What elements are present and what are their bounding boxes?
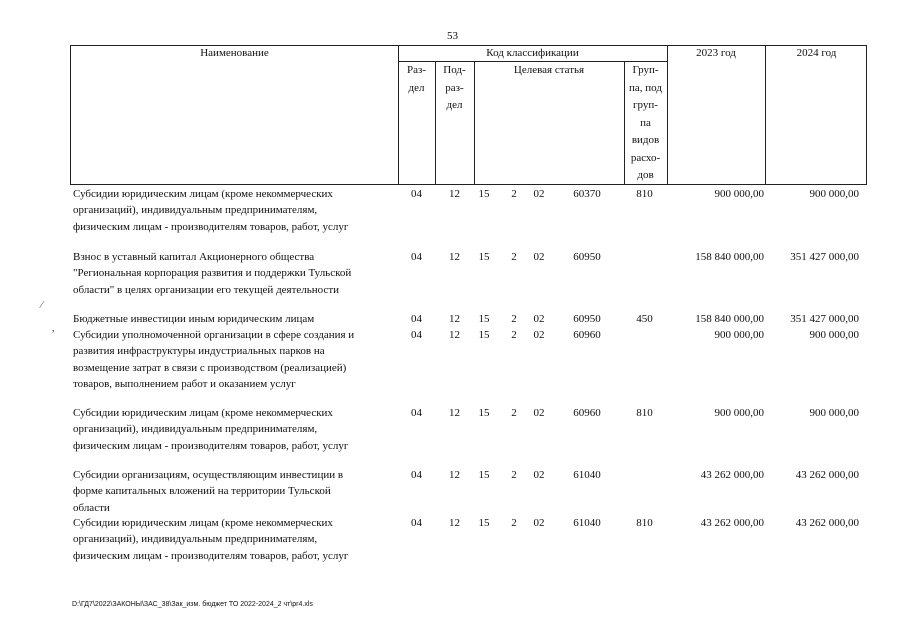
header-group-line: расхо- bbox=[630, 151, 661, 164]
row-target-program: 15 bbox=[478, 517, 490, 529]
row-subsection: 12 bbox=[449, 188, 460, 200]
row-name-line: области bbox=[73, 501, 110, 514]
row-amount-2024: 900 000,00 bbox=[809, 329, 859, 341]
row-name bbox=[73, 327, 398, 392]
row-amount-2023: 158 840 000,00 bbox=[695, 251, 764, 263]
row-amount-2023: 900 000,00 bbox=[714, 407, 764, 419]
header-group-line: па bbox=[640, 116, 651, 129]
header-year-2023: 2023 год bbox=[696, 47, 736, 59]
header-group-line: па, под bbox=[629, 81, 662, 94]
row-target-direction: 61040 bbox=[573, 517, 601, 529]
row-target-program: 15 bbox=[478, 469, 490, 481]
divider bbox=[667, 46, 668, 184]
row-target-subprogram: 2 bbox=[511, 469, 517, 481]
row-name-line: Бюджетные инвестиции иным юридическим лицам bbox=[73, 313, 315, 325]
row-name-line: развития инфраструктуры индустриальных парков на bbox=[73, 345, 325, 358]
header-subsection-line: раз- bbox=[445, 81, 464, 94]
row-name-line: товаров, выполнением работ и оказанием услуг bbox=[73, 377, 296, 390]
row-target-main-event: 02 bbox=[533, 313, 545, 325]
header-group-line: видов bbox=[631, 134, 660, 146]
row-name bbox=[73, 186, 398, 235]
row-amount-2023: 900 000,00 bbox=[714, 329, 764, 341]
row-name bbox=[73, 249, 398, 298]
row-section: 04 bbox=[411, 469, 422, 481]
row-section: 04 bbox=[411, 329, 422, 341]
row-name-line: физическим лицам - производителям товаров, работ, услуг bbox=[73, 549, 349, 562]
header-group-line: груп- bbox=[633, 99, 658, 111]
header-expense-group bbox=[624, 62, 667, 185]
header-year-2024: 2024 год bbox=[796, 47, 837, 59]
row-name-line: организаций), индивидуальным предпринимателям, bbox=[73, 423, 318, 436]
row-section: 04 bbox=[411, 313, 422, 325]
row-name-line: Субсидии юридическим лицам (кроме некоммерческих bbox=[73, 407, 333, 419]
row-target-direction: 60950 bbox=[573, 313, 601, 325]
row-name-line: "Региональная корпорация развития и поддержки Тульской bbox=[73, 267, 352, 280]
row-target-program: 15 bbox=[478, 329, 490, 341]
row-target-main-event: 02 bbox=[533, 517, 545, 529]
row-amount-2024: 900 000,00 bbox=[809, 407, 859, 419]
row-target-subprogram: 2 bbox=[511, 517, 517, 529]
header-classification: Код классификации bbox=[486, 47, 579, 59]
row-target-program: 15 bbox=[478, 407, 490, 419]
row-section: 04 bbox=[411, 251, 422, 263]
page-number: 53 bbox=[447, 30, 458, 42]
row-amount-2024: 43 262 000,00 bbox=[795, 517, 859, 529]
header-group-line: Груп- bbox=[632, 64, 659, 76]
row-section: 04 bbox=[411, 517, 422, 529]
row-subsection: 12 bbox=[449, 313, 460, 325]
row-subsection: 12 bbox=[449, 329, 460, 341]
row-target-subprogram: 2 bbox=[511, 313, 517, 325]
row-name-line: Субсидии юридическим лицам (кроме некоммерческих bbox=[73, 188, 333, 200]
row-target-main-event: 02 bbox=[533, 407, 545, 419]
table-header bbox=[70, 45, 867, 185]
header-subsection-line: Под- bbox=[443, 64, 466, 76]
divider bbox=[474, 61, 475, 184]
row-amount-2024: 351 427 000,00 bbox=[790, 313, 859, 325]
row-name-line: организаций), индивидуальным предпринимателям, bbox=[73, 204, 318, 217]
row-target-main-event: 02 bbox=[533, 188, 545, 200]
header-name: Наименование bbox=[200, 47, 269, 59]
row-target-direction: 60370 bbox=[573, 188, 601, 200]
row-target-direction: 60960 bbox=[573, 407, 601, 419]
row-target-subprogram: 2 bbox=[511, 251, 517, 263]
row-amount-2024: 900 000,00 bbox=[809, 188, 859, 200]
row-target-program: 15 bbox=[478, 313, 490, 325]
row-name-line: Субсидии уполномоченной организации в сфере создания и bbox=[73, 329, 355, 341]
header-group-line: дов bbox=[637, 169, 654, 181]
header-target-article: Целевая статья bbox=[513, 64, 585, 76]
margin-mark: ⁄ bbox=[41, 300, 43, 311]
file-path-footer: D:\ГД7\2022\ЗАКОНЫ\ЗАС_38\Зак_изм. бюджет ТО 2022-2024_2 чт\pr4.xls bbox=[72, 601, 313, 608]
row-name bbox=[73, 405, 398, 454]
header-section-line: дел bbox=[408, 81, 425, 94]
row-amount-2023: 900 000,00 bbox=[714, 188, 764, 200]
row-expense-group: 810 bbox=[636, 517, 653, 529]
row-amount-2023: 43 262 000,00 bbox=[700, 517, 764, 529]
row-name-line: физическим лицам - производителям товаров, работ, услуг bbox=[73, 439, 349, 452]
row-name-line: Субсидии юридическим лицам (кроме некоммерческих bbox=[73, 517, 333, 529]
row-amount-2023: 158 840 000,00 bbox=[695, 313, 764, 325]
row-name bbox=[73, 311, 398, 327]
row-section: 04 bbox=[411, 188, 422, 200]
row-target-main-event: 02 bbox=[533, 329, 545, 341]
header-section-line: Раз- bbox=[406, 64, 426, 76]
header-subsection-line: дел bbox=[446, 99, 463, 111]
row-amount-2024: 351 427 000,00 bbox=[790, 251, 859, 263]
row-target-main-event: 02 bbox=[533, 469, 545, 481]
row-target-subprogram: 2 bbox=[511, 188, 517, 200]
row-subsection: 12 bbox=[449, 251, 460, 263]
divider bbox=[765, 46, 766, 184]
row-amount-2023: 43 262 000,00 bbox=[700, 469, 764, 481]
row-name bbox=[73, 515, 398, 564]
row-subsection: 12 bbox=[449, 407, 460, 419]
row-target-direction: 60960 bbox=[573, 329, 601, 341]
row-target-subprogram: 2 bbox=[511, 407, 517, 419]
margin-mark: , bbox=[52, 323, 55, 334]
row-name-line: физическим лицам - производителям товаров, работ, услуг bbox=[73, 220, 349, 233]
row-subsection: 12 bbox=[449, 517, 460, 529]
row-expense-group: 810 bbox=[636, 407, 653, 419]
row-expense-group: 450 bbox=[636, 313, 653, 325]
header-subsection bbox=[435, 62, 474, 115]
row-name-line: возмещение затрат в связи с производством (реализацией) bbox=[73, 361, 347, 374]
row-target-program: 15 bbox=[478, 188, 490, 200]
row-name-line: области" в целях организации его текущей деятельности bbox=[73, 283, 340, 296]
row-target-subprogram: 2 bbox=[511, 329, 517, 341]
row-target-program: 15 bbox=[478, 251, 490, 263]
row-name-line: организаций), индивидуальным предпринимателям, bbox=[73, 533, 318, 546]
row-target-main-event: 02 bbox=[533, 251, 545, 263]
row-name-line: Взнос в уставный капитал Акционерного общества bbox=[73, 251, 315, 263]
row-expense-group: 810 bbox=[636, 188, 653, 200]
row-target-direction: 60950 bbox=[573, 251, 601, 263]
row-amount-2024: 43 262 000,00 bbox=[795, 469, 859, 481]
row-name-line: форме капитальных вложений на территории Тульской bbox=[73, 485, 331, 498]
row-subsection: 12 bbox=[449, 469, 460, 481]
row-section: 04 bbox=[411, 407, 422, 419]
row-name bbox=[73, 467, 398, 516]
row-name-line: Субсидии организациям, осуществляющим инвестиции в bbox=[73, 469, 344, 481]
header-section bbox=[398, 62, 435, 97]
row-target-direction: 61040 bbox=[573, 469, 601, 481]
